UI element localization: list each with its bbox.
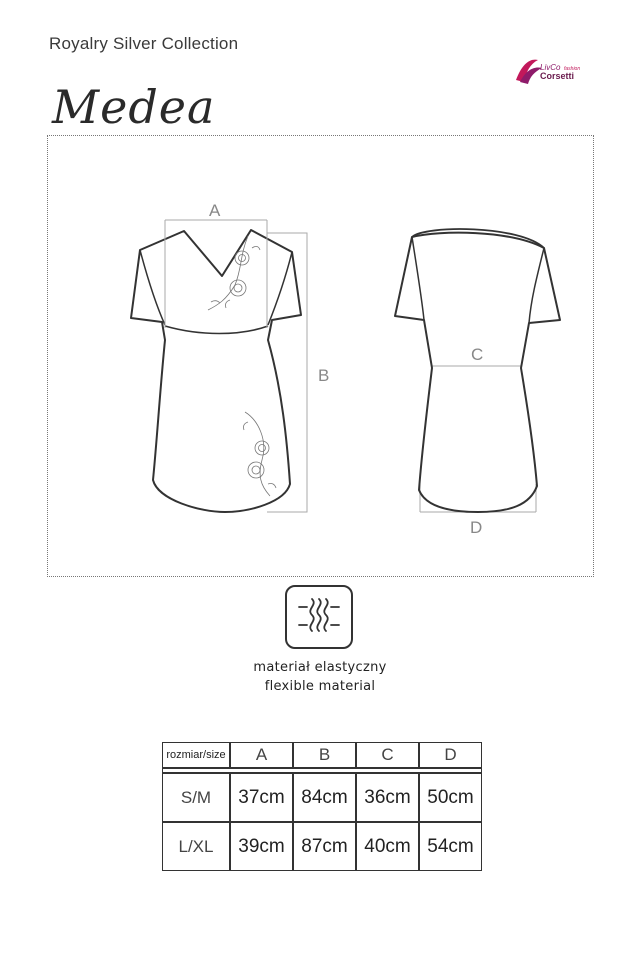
lace-embroidery-top (208, 236, 260, 310)
size-name: L/XL (162, 822, 230, 871)
table-cell: 37cm (230, 773, 293, 822)
column-header-b: B (293, 742, 356, 768)
collection-name: Royalry Silver Collection (49, 34, 239, 53)
dimension-label-b: B (318, 366, 330, 385)
table-row (162, 822, 482, 871)
logo-text-side: fashion (564, 66, 581, 72)
column-header-c: C (356, 742, 419, 768)
material-label-polish: materiał elastyczny (253, 660, 387, 675)
table-cell: 54cm (419, 822, 482, 871)
table-cell: 84cm (293, 773, 356, 822)
dimension-label-a: A (209, 201, 221, 220)
table-cell: 40cm (356, 822, 419, 871)
column-header-a: A (230, 742, 293, 768)
size-table (162, 742, 482, 871)
lace-embroidery-bottom (244, 412, 277, 496)
table-row (162, 773, 482, 822)
table-cell: 50cm (419, 773, 482, 822)
back-view-drawing (395, 229, 560, 512)
column-header-d: D (419, 742, 482, 768)
product-title: Medea (52, 80, 216, 134)
material-label-english: flexible material (264, 679, 376, 694)
logo-text-bottom: Corsetti (540, 71, 575, 81)
size-table-header (162, 742, 482, 768)
table-cell: 36cm (356, 773, 419, 822)
size-name: S/M (162, 773, 230, 822)
table-cell: 87cm (293, 822, 356, 871)
size-table-corner-header: rozmiar/size (162, 742, 230, 768)
front-view-drawing (131, 230, 301, 512)
dimension-label-c: C (471, 345, 484, 364)
stretch-material-icon (285, 585, 353, 649)
dimension-lines (165, 220, 536, 512)
logo-text-top: LivCo (540, 63, 561, 72)
dimension-label-d: D (470, 518, 483, 537)
table-cell: 39cm (230, 822, 293, 871)
